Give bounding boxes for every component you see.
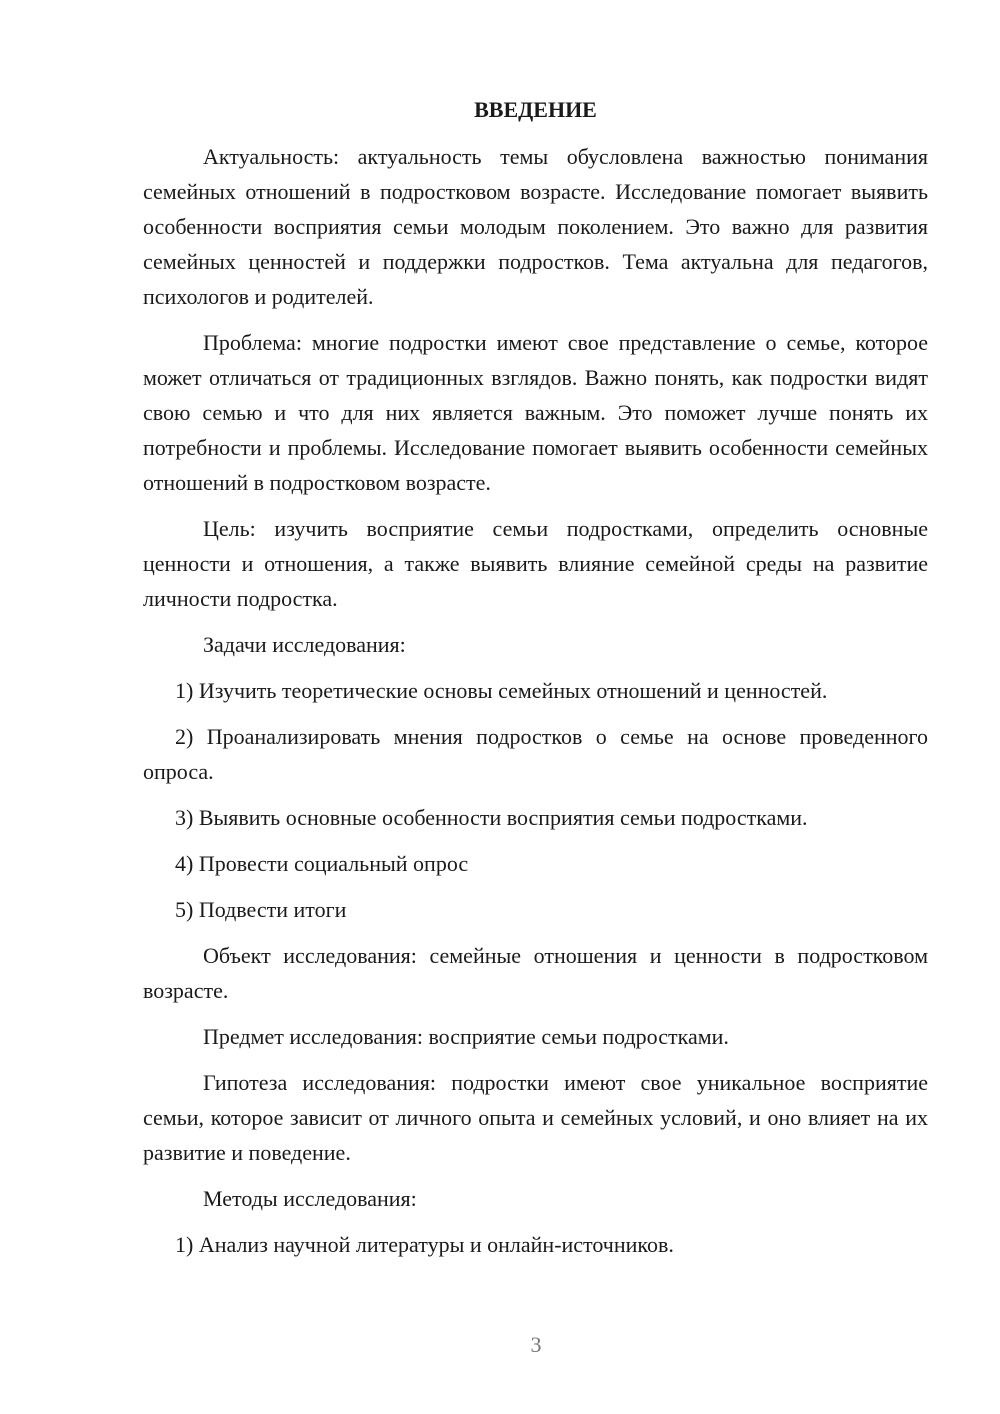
task-item: 2) Проанализировать мнения подростков о семье на основе проведенного опроса.	[143, 724, 928, 784]
task-item: 1) Изучить теоретические основы семейных отношений и ценностей.	[175, 678, 828, 703]
page-content	[143, 95, 928, 1273]
problem-paragraph: Проблема: многие подростки имеют свое представление о семье, которое может отличаться от традиционных взглядов. Важно понять, как подростки видят свою семью и что для них является важным. Это поможет лучше понять их потребности и проблемы. Исследование помогает выявить особенности семейных отношений в подростковом возрасте.	[143, 330, 928, 495]
goal-paragraph: Цель: изучить восприятие семьи подростками, определить основные ценности и отношения, а также выявить влияние семейной среды на развитие личности подростка.	[143, 516, 928, 611]
page-number: 3	[530, 1332, 542, 1357]
subject-paragraph: Предмет исследования: восприятие семьи подростками.	[203, 1024, 729, 1049]
task-item: 3) Выявить основные особенности восприятия семьи подростками.	[175, 805, 808, 830]
task-item: 4) Провести социальный опрос	[175, 851, 469, 876]
object-paragraph: Объект исследования: семейные отношения и ценности в подростковом возрасте.	[143, 943, 928, 1003]
task-item: 5) Подвести итоги	[175, 897, 347, 922]
section-title: ВВЕДЕНИЕ	[474, 97, 597, 122]
hypothesis-paragraph: Гипотеза исследования: подростки имеют свое уникальное восприятие семьи, которое зависит от личного опыта и семейных условий, и оно влияет на их развитие и поведение.	[143, 1070, 928, 1165]
tasks-heading: Задачи исследования:	[203, 632, 406, 657]
relevance-paragraph: Актуальность: актуальность темы обусловлена важностью понимания семейных отношений в подростковом возрасте. Исследование помогает выявить особенности восприятия семьи молодым поколением. Это важно для развития семейных ценностей и поддержки подростков. Тема актуальна для педагогов, психологов и родителей.	[143, 144, 928, 309]
method-item: 1) Анализ научной литературы и онлайн-источников.	[175, 1232, 674, 1257]
methods-heading: Методы исследования:	[203, 1186, 417, 1211]
